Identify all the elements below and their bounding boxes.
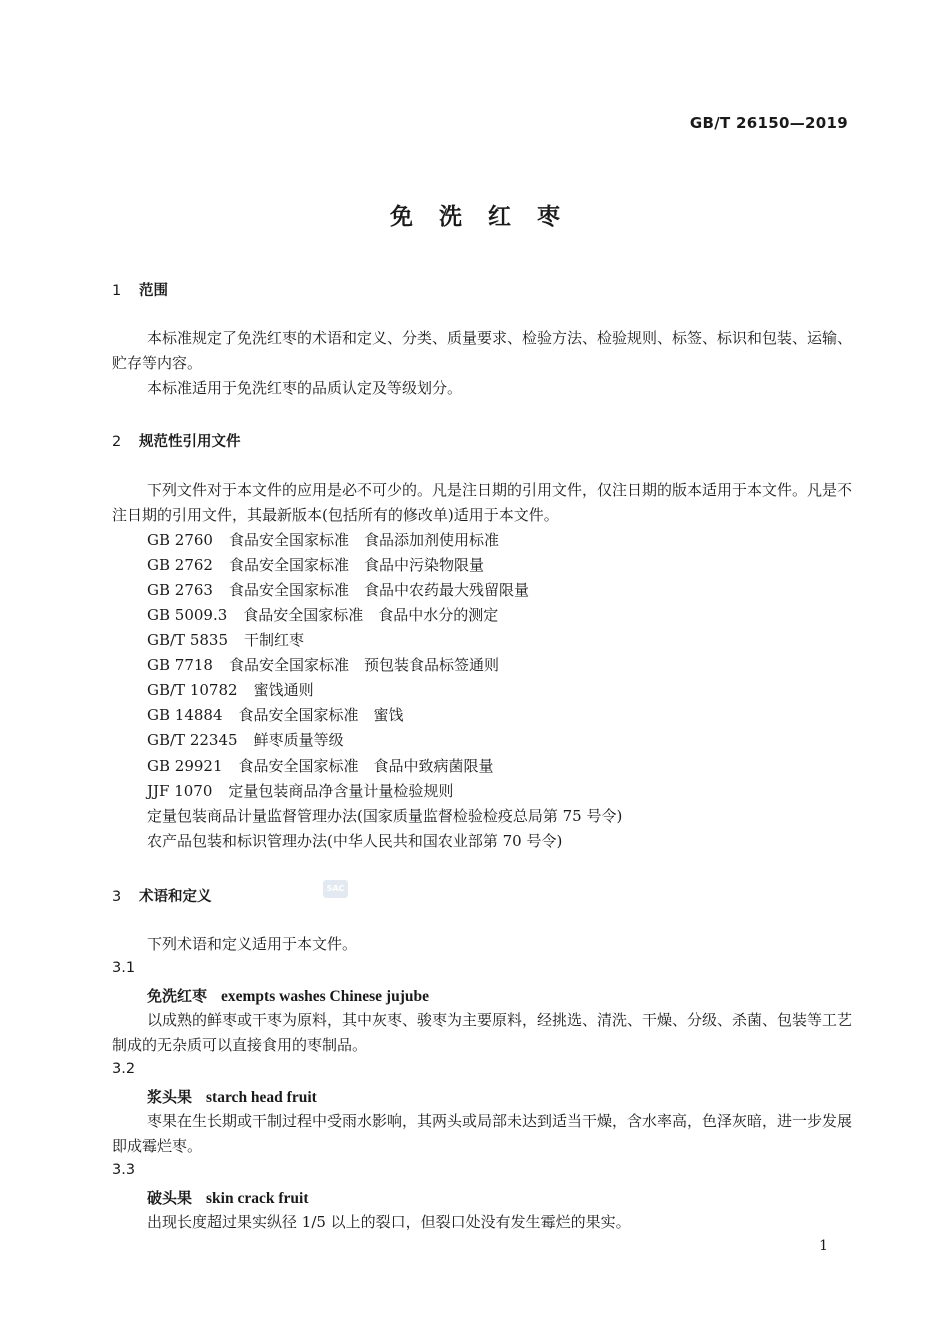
reference-item xyxy=(147,703,404,728)
reference-code: GB/T 10782 xyxy=(147,681,238,699)
reference-item xyxy=(147,528,499,553)
term-en: skin crack fruit xyxy=(206,1190,309,1207)
paragraph-text: 本标准规定了免洗红枣的术语和定义、分类、质量要求、检验方法、检验规则、标签、标识和包装、运输、贮存等内容。 xyxy=(112,329,853,372)
reference-title: 蜜饯通则 xyxy=(253,681,314,699)
reference-code: GB 14884 xyxy=(147,706,223,724)
section-number: 3 xyxy=(112,889,122,905)
clause-number: 3.3 xyxy=(112,1162,136,1178)
reference-code: GB/T 5835 xyxy=(147,631,229,649)
section-3-heading xyxy=(112,885,212,906)
reference-item: 农产品包装和标识管理办法(中华人民共和国农业部第 70 号令) xyxy=(147,832,563,850)
term-heading xyxy=(147,1086,317,1107)
paragraph-text: 下列文件对于本文件的应用是必不可少的。凡是注日期的引用文件，仅注日期的版本适用于本文件。凡是不注日期的引用文件，其最新版本(包括所有的修改单)适用于本文件。 xyxy=(112,481,853,524)
paragraph xyxy=(112,932,852,957)
reference-item xyxy=(147,628,304,653)
reference-title: 食品安全国家标准 食品中农药最大残留限量 xyxy=(228,581,529,599)
reference-code: JJF 1070 xyxy=(147,782,213,800)
reference-item xyxy=(147,754,494,779)
paragraph-text: 出现长度超过果实纵径 1/5 以上的裂口，但裂口处没有发生霉烂的果实。 xyxy=(147,1213,631,1231)
term-definition xyxy=(112,1008,852,1058)
section-2-heading xyxy=(112,430,241,451)
reference-code: GB 2762 xyxy=(147,556,213,574)
reference-item xyxy=(147,578,529,603)
section-title: 范围 xyxy=(139,283,168,299)
reference-item xyxy=(147,779,453,804)
reference-code: GB 7718 xyxy=(147,656,213,674)
section-number: 1 xyxy=(112,283,122,299)
reference-title: 定量包装商品净含量计量检验规则 xyxy=(228,782,454,800)
reference-title: 鲜枣质量等级 xyxy=(253,731,344,749)
section-1-heading xyxy=(112,279,168,300)
term-zh: 破头果 xyxy=(147,1189,193,1207)
term-en: starch head fruit xyxy=(206,1089,317,1106)
reference-title: 食品安全国家标准 食品中污染物限量 xyxy=(228,556,484,574)
section-title: 规范性引用文件 xyxy=(139,434,241,450)
reference-code: GB 5009.3 xyxy=(147,606,228,624)
reference-title: 食品安全国家标准 食品添加剂使用标准 xyxy=(228,531,499,549)
reference-item xyxy=(147,653,499,678)
reference-title: 食品安全国家标准 食品中致病菌限量 xyxy=(238,757,494,775)
reference-item xyxy=(147,678,314,703)
term-heading xyxy=(147,985,429,1006)
term-en: exempts washes Chinese jujube xyxy=(221,988,429,1005)
paragraph xyxy=(112,326,852,376)
paragraph xyxy=(112,376,852,401)
term-definition xyxy=(112,1210,852,1235)
reference-title: 食品安全国家标准 蜜饯 xyxy=(238,706,404,724)
standard-number: GB/T 26150—2019 xyxy=(689,114,848,132)
term-heading xyxy=(147,1187,308,1208)
paragraph xyxy=(112,478,852,528)
section-title: 术语和定义 xyxy=(139,889,212,905)
reference-item xyxy=(147,728,344,753)
term-definition xyxy=(112,1109,852,1159)
page-number: 1 xyxy=(819,1238,828,1254)
paragraph-text: 枣果在生长期或干制过程中受雨水影响，其两头或局部未达到适当干燥，含水率高，色泽灰暗，进一步发展即成霉烂枣。 xyxy=(112,1112,853,1155)
reference-code: GB 2763 xyxy=(147,581,213,599)
reference-item: 定量包装商品计量监督管理办法(国家质量监督检验检疫总局第 75 号令) xyxy=(147,807,623,825)
reference-code: GB/T 22345 xyxy=(147,731,238,749)
reference-item xyxy=(147,603,498,628)
paragraph-text: 本标准适用于免洗红枣的品质认定及等级划分。 xyxy=(147,379,463,397)
document-title: 免洗红枣 xyxy=(390,204,586,230)
paragraph-text: 以成熟的鲜枣或干枣为原料，其中灰枣、骏枣为主要原料，经挑选、清洗、干燥、分级、杀菌、包装等工艺制成的无杂质可以直接食用的枣制品。 xyxy=(112,1011,853,1054)
reference-title: 干制红枣 xyxy=(244,631,305,649)
clause-number: 3.2 xyxy=(112,1061,136,1077)
paragraph-text: 下列术语和定义适用于本文件。 xyxy=(147,935,358,953)
reference-code: GB 29921 xyxy=(147,757,223,775)
reference-title: 食品安全国家标准 食品中水分的测定 xyxy=(243,606,499,624)
reference-item xyxy=(147,553,484,578)
section-number: 2 xyxy=(112,434,122,450)
watermark-logo: SAC xyxy=(323,880,348,898)
clause-number: 3.1 xyxy=(112,960,136,976)
term-zh: 免洗红枣 xyxy=(147,987,208,1005)
reference-title: 食品安全国家标准 预包装食品标签通则 xyxy=(228,656,499,674)
reference-code: GB 2760 xyxy=(147,531,213,549)
term-zh: 浆头果 xyxy=(147,1088,193,1106)
